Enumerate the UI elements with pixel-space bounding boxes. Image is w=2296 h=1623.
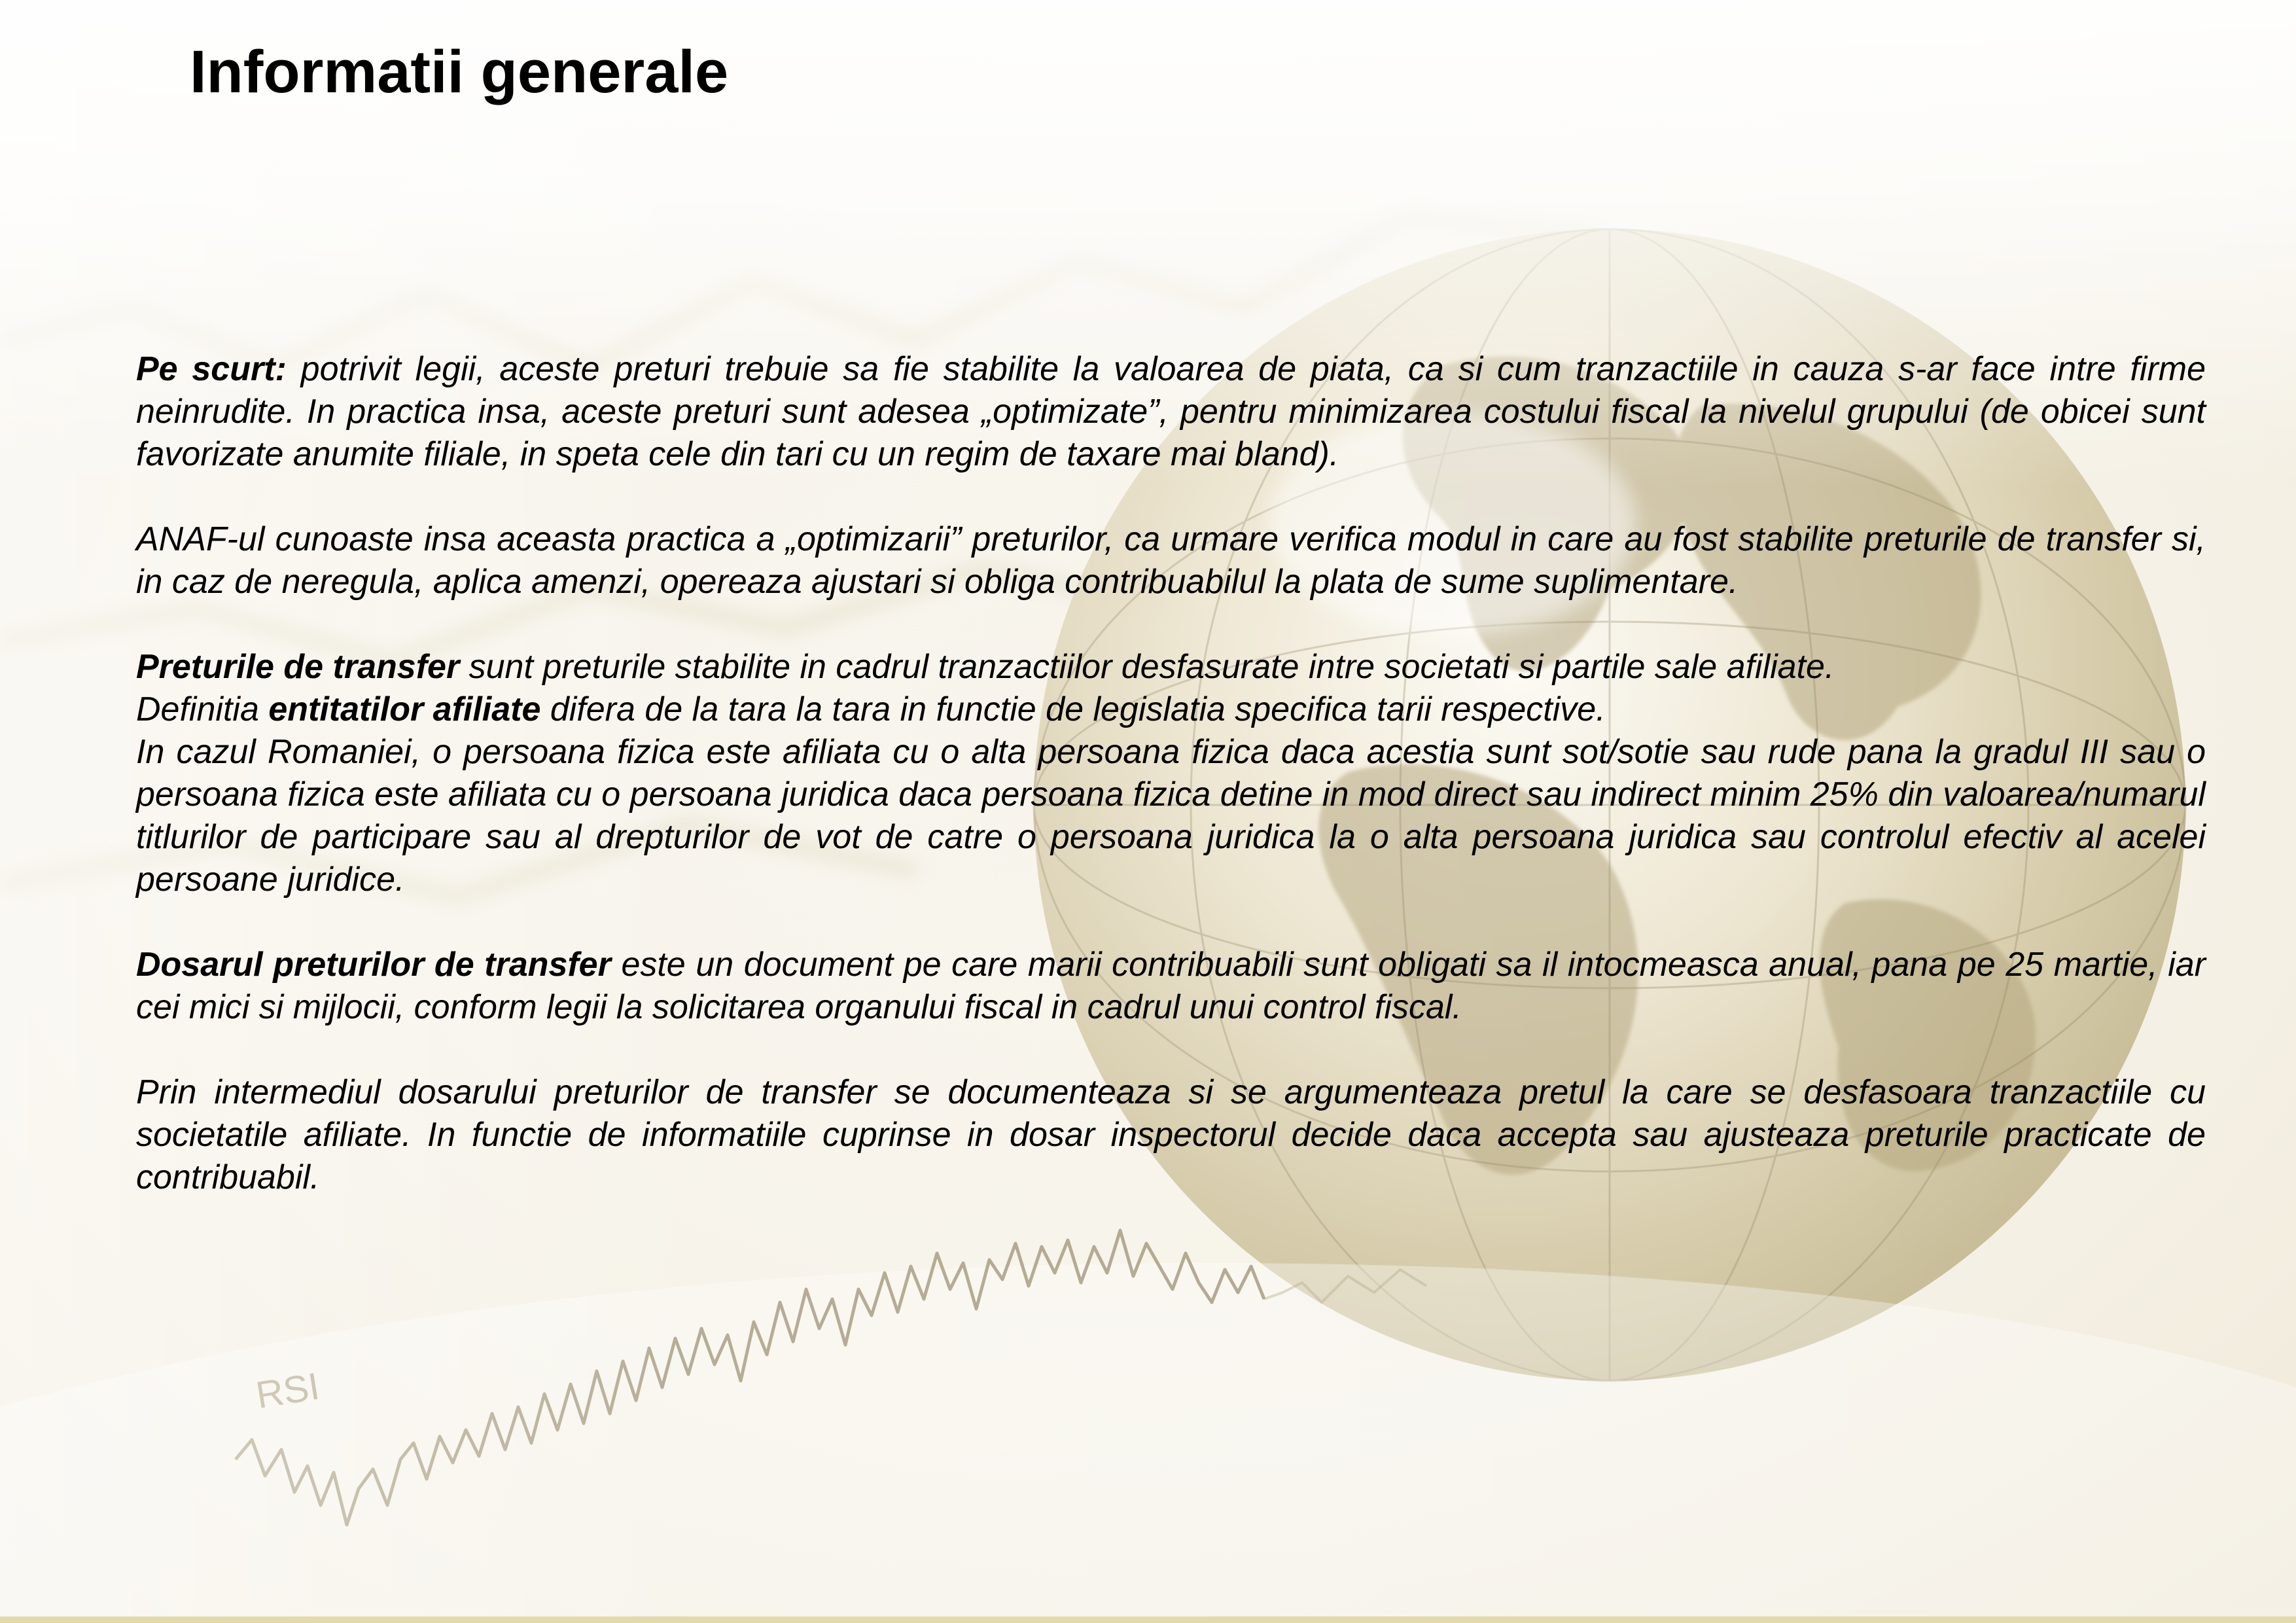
preturile-de-transfer-text: sunt preturile stabilite in cadrul tranzactiilor desfasurate intre societati si partile sale afiliate. <box>459 648 1835 686</box>
definitia-post: difera de la tara la tara in functie de legislatia specifica tarii respective. <box>540 690 1606 728</box>
page-title: Informatii generale <box>190 39 729 105</box>
paragraph-dosarul <box>136 944 2206 1029</box>
paragraph-pe-scurt <box>136 348 2206 476</box>
preturile-de-transfer-lead: Preturile de transfer <box>136 648 460 686</box>
paragraph-definitia <box>136 688 2206 731</box>
pe-scurt-text: potrivit legii, aceste preturi trebuie sa fie stabilite la valoarea de piata, ca si cum tranzactiile in cauza s-ar face intre firme neinrudite. In practica insa, aceste preturi sunt adesea „optimizate”, pentru minimizarea costului fiscal la nivelul grupului (de obicei sunt favorizate anumite filiale, in speta cele din tari cu un regim de taxare mai bland). <box>136 350 2206 473</box>
content-body <box>136 348 2206 1199</box>
dosarul-lead: Dosarul preturilor de transfer <box>136 946 611 984</box>
definitia-pre: Definitia <box>136 690 269 728</box>
paragraph-romania: In cazul Romaniei, o persoana fizica este afiliata cu o alta persoana fizica daca acestia sunt sot/sotie sau rude pana la gradul III sau o persoana fizica este afiliata cu o persoana juridica daca persoana fizica detine in mod direct sau indirect minim 25% din valoarea/numarul titlurilor de participare sau al drepturilor de vot de catre o persoana juridica la o alta persoana juridica sau controlul efectiv al acelei persoane juridice. <box>136 733 2206 899</box>
entitatilor-afiliate-term: entitatilor afiliate <box>268 690 541 728</box>
paragraph-prin-intermediul: Prin intermediul dosarului preturilor de transfer se documenteaza si se argumenteaza pretul la care se desfasoara tranzactiile cu societatile afiliate. In functie de informatiile cuprinse in dosar inspectorul decide daca accepta sau ajusteaza preturile practicate de contribuabil. <box>136 1073 2206 1196</box>
paragraph-anaf: ANAF-ul cunoaste insa aceasta practica a „optimizarii” preturilor, ca urmare verifica modul in care au fost stabilite preturile de transfer si, in caz de neregula, aplica amenzi, opereaza ajustari si obliga contribuabilul la plata de sume suplimentare. <box>136 520 2206 601</box>
pe-scurt-lead: Pe scurt: <box>136 350 287 388</box>
dosarul-text: este un document pe care marii contribuabili sunt obligati sa il intocmeasca anual, pana pe 25 martie, iar cei mici si mijlocii, conform legii la solicitarea organului fiscal in cadrul unui control fiscal. <box>136 946 2206 1026</box>
bottom-accent-line <box>0 1616 2296 1623</box>
paragraph-preturile-de-transfer <box>136 646 2206 688</box>
